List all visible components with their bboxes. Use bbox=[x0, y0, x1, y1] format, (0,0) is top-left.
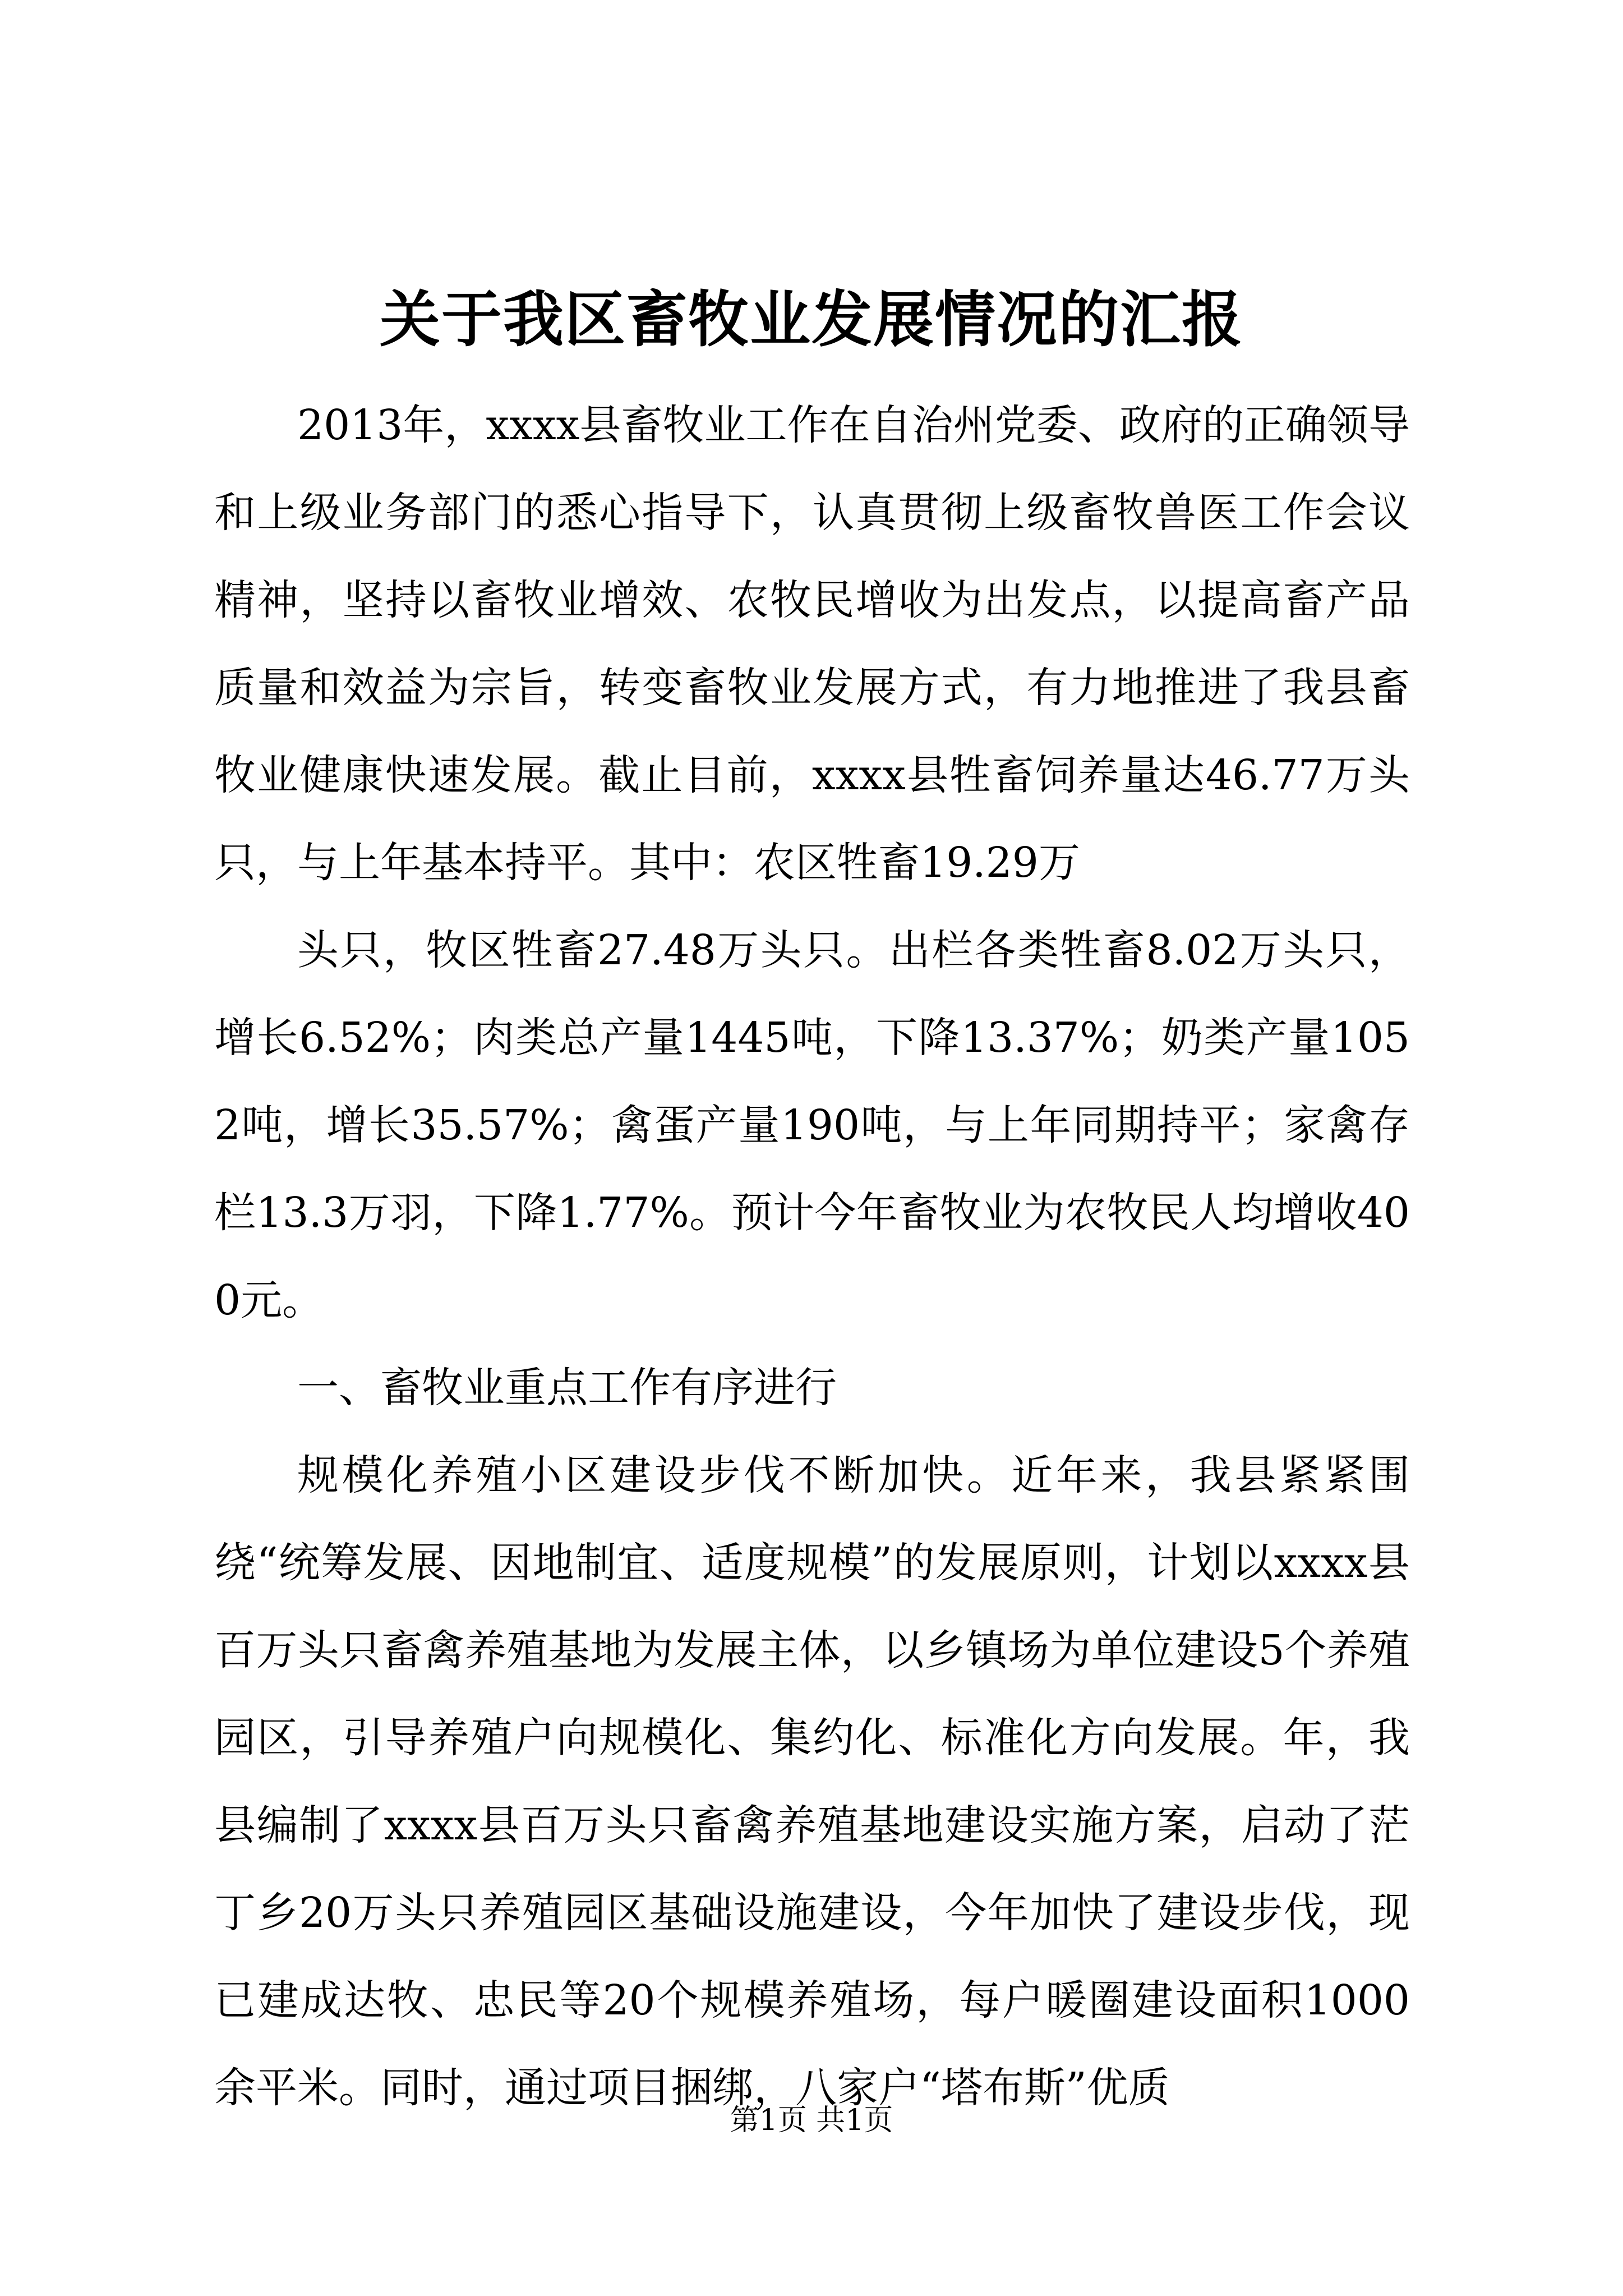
paragraph-scale-farming: 规模化养殖小区建设步伐不断加快。近年来，我县紧紧围绕“统筹发展、因地制宜、适度规模”的发展原则，计划以xxxx县百万头只畜禽养殖基地为发展主体，以乡镇场为单位建设5个养殖园区，引导养殖户向规模化、集约化、标准化方向发展。年，我县编制了xxxx县百万头只畜禽养殖基地建设实施方案，启动了茫丁乡20万头只养殖园区基础设施建设，今年加快了建设步伐，现已建成达牧、忠民等20个规模养殖场，每户暖圈建设面积1000余平米。同时，通过项目捆绑，八家户“塔布斯”优质 bbox=[214, 1451, 1410, 2112]
section-heading-1: 一、畜牧业重点工作有序进行 bbox=[297, 1364, 837, 1412]
paragraph-intro: 2013年，xxxx县畜牧业工作在自治州党委、政府的正确领导和上级业务部门的悉心指导下，认真贯彻上级畜牧兽医工作会议精神，坚持以畜牧业增效、农牧民增收为出发点，以提高畜产品质量和效益为宗旨，转变畜牧业发展方式，有力地推进了我县畜牧业健康快速发展。截止目前，xxxx县牲畜饲养量达46.77万头只，与上年基本持平。其中：农区牲畜19.29万 bbox=[214, 401, 1410, 887]
document-title: 关于我区畜牧业发展情况的汇报 bbox=[379, 284, 1243, 355]
document-body bbox=[214, 381, 1410, 2132]
paragraph-statistics: 头只，牧区牲畜27.48万头只。出栏各类牲畜8.02万头只，增长6.52%；肉类总产量1445吨，下降13.37%；奶类产量1052吨，增长35.57%；禽蛋产量190吨，与上年同期持平；家禽存栏13.3万羽，下降1.77%。预计今年畜牧业为农牧民人均增收400元。 bbox=[214, 926, 1410, 1324]
page-footer: 第1页 共1页 bbox=[730, 2104, 893, 2137]
